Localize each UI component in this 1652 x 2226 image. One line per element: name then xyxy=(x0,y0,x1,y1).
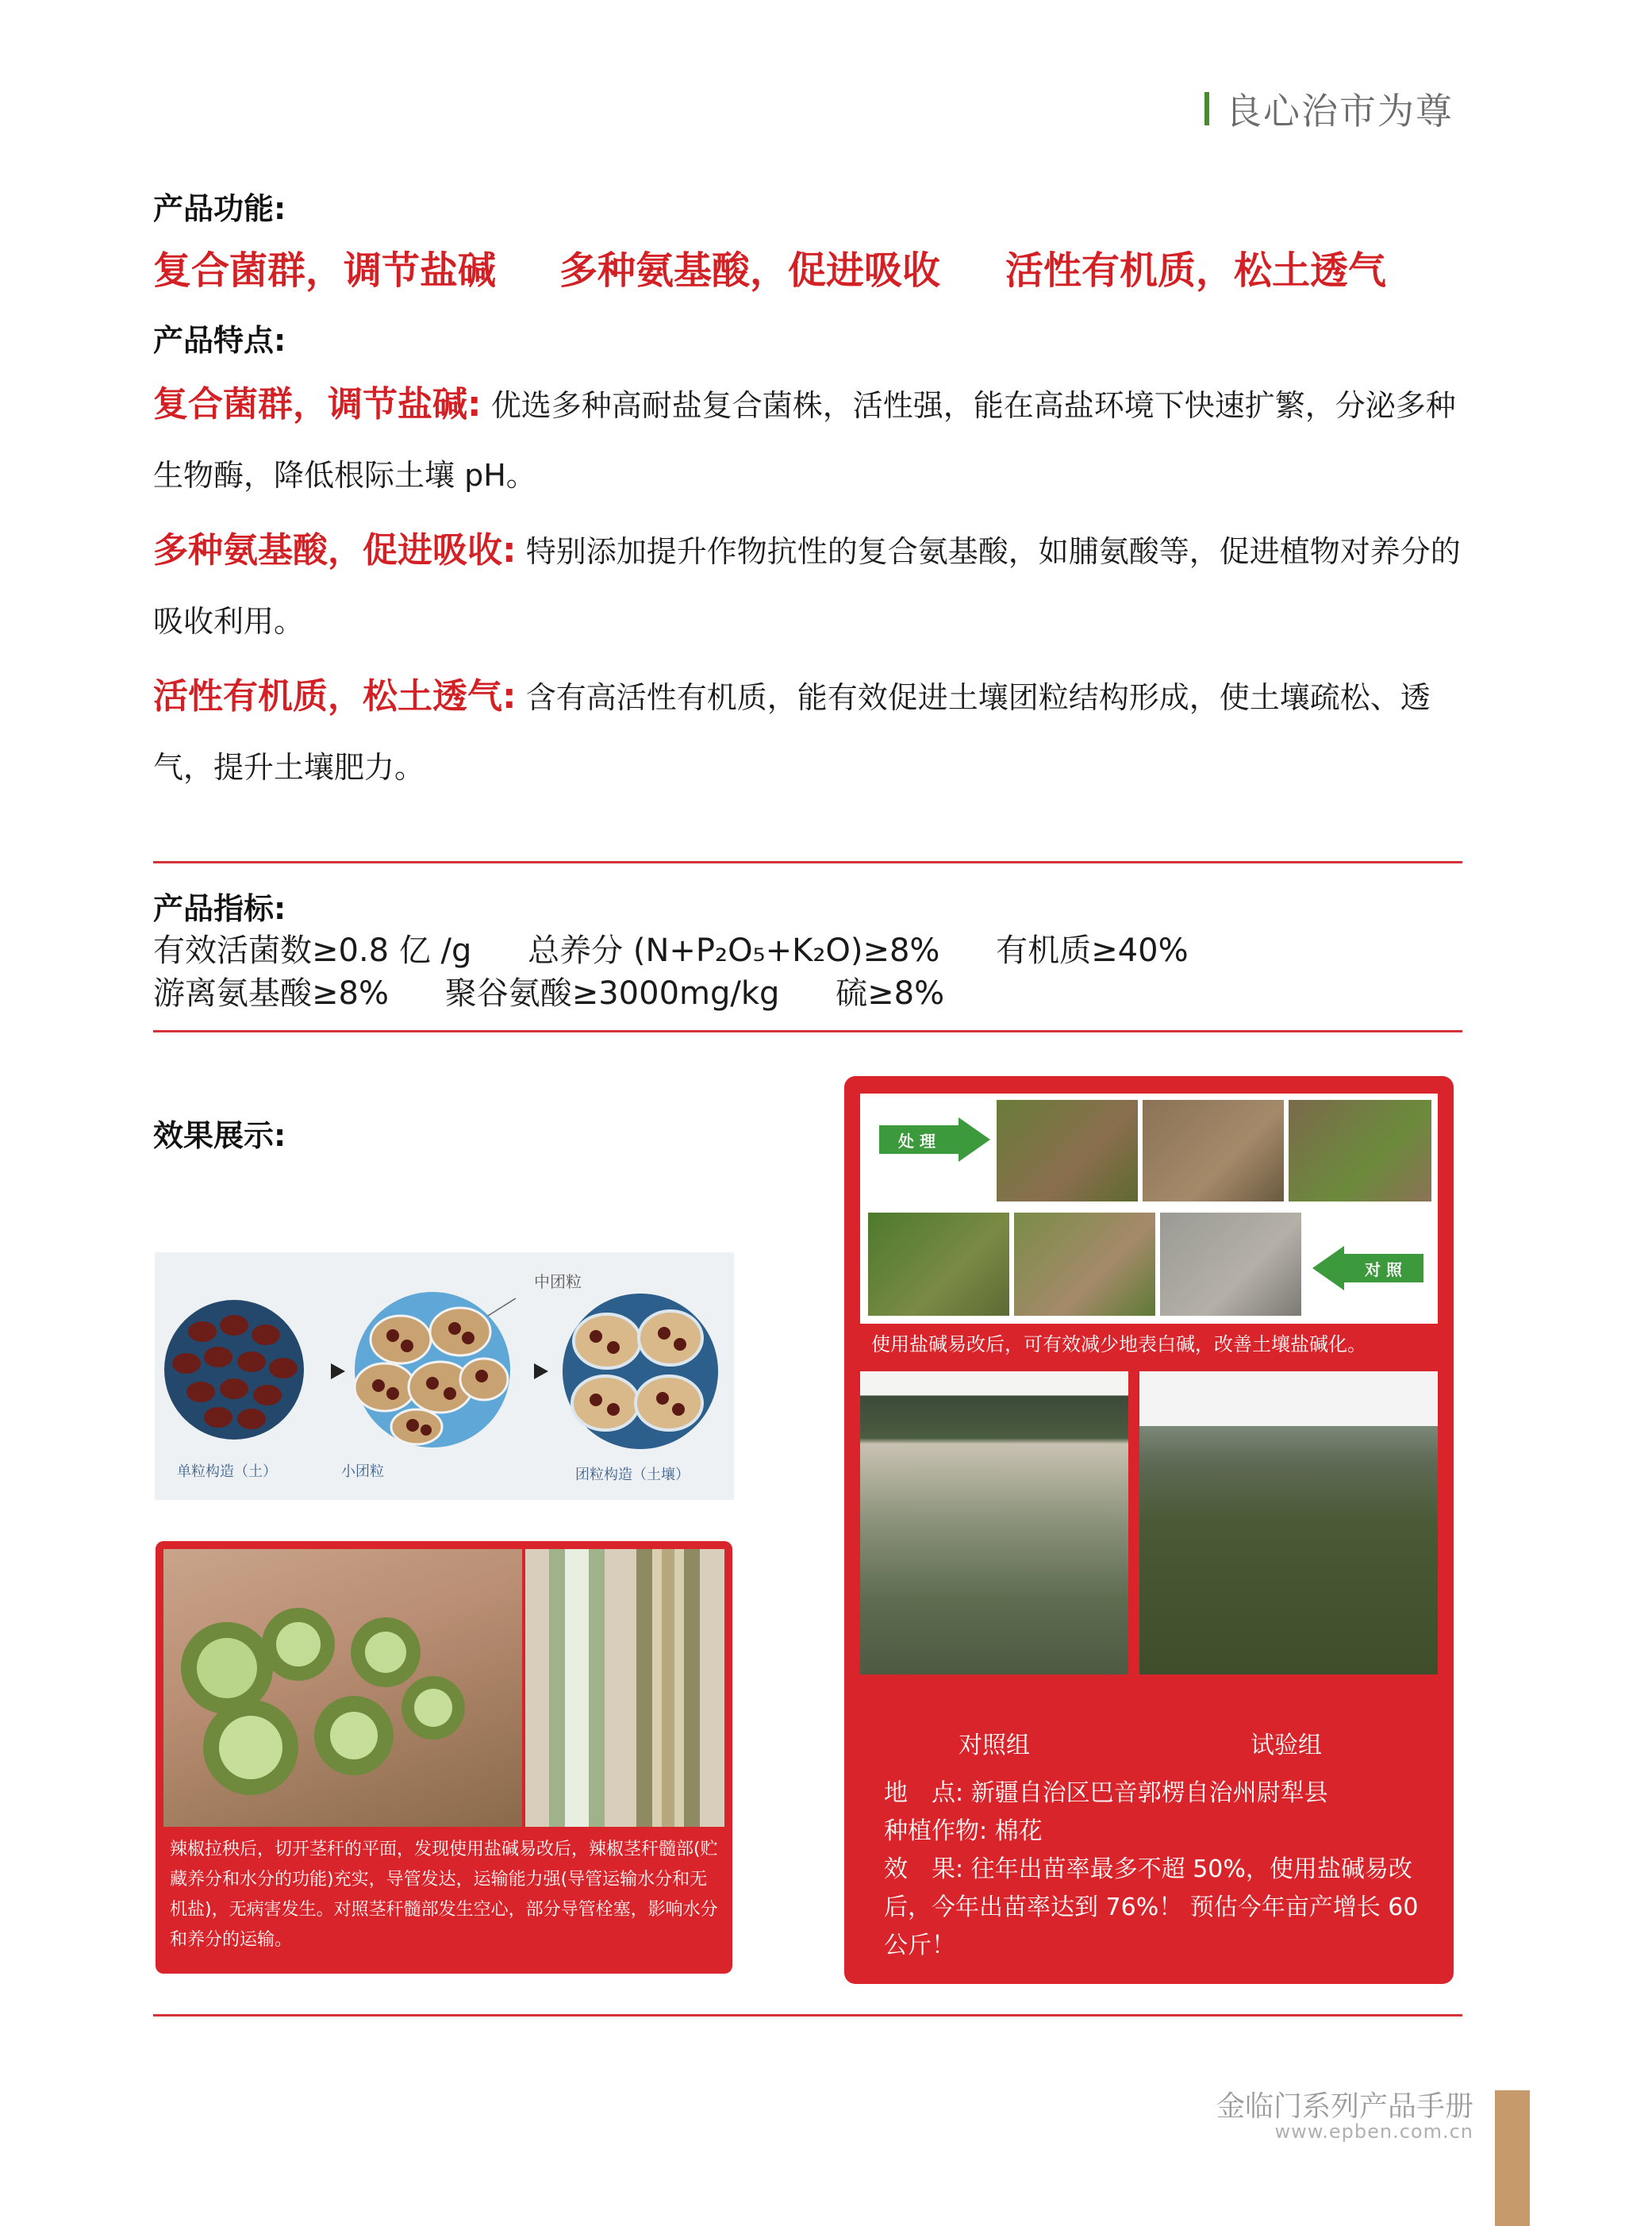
feature-item xyxy=(153,516,1470,656)
function-item: 多种氨基酸，促进吸收 xyxy=(559,248,941,293)
specs-line-2 xyxy=(153,968,990,1013)
effect-value: 往年出苗率最多不超 50%，使用盐碱易改后，今年出苗率达到 76%！ 预估今年亩产增长 60 公斤！ xyxy=(884,1855,1419,1959)
location-label: 地 点: xyxy=(884,1779,964,1807)
label-aggregate: 团粒构造（土壤） xyxy=(575,1467,690,1483)
location-row xyxy=(884,1774,1431,1813)
control-field-photo-2 xyxy=(1014,1213,1155,1316)
slogan-bar xyxy=(1204,92,1209,125)
functions-heading: 产品功能: xyxy=(153,191,286,226)
treat-label: 处 理 xyxy=(898,1132,935,1151)
spec-value: 游离氨基酸≥8% xyxy=(153,975,389,1012)
stem-longitudinal xyxy=(525,1549,724,1827)
crop-label: 种植作物: xyxy=(884,1817,988,1845)
label-small-aggregate: 小团粒 xyxy=(341,1463,384,1480)
control-group-photo xyxy=(860,1371,1128,1674)
feature-text: 含有高活性有机质，能有效促进土壤团粒结构形成，使土壤疏松、透气，提升土壤肥力。 xyxy=(153,680,1431,785)
location-value: 新疆自治区巴音郭楞自治州尉犁县 xyxy=(970,1779,1328,1807)
feature-item xyxy=(153,662,1470,802)
effect-label: 效 果: xyxy=(884,1855,964,1883)
spec-value: 有机质≥40% xyxy=(996,932,1189,969)
specs-line-1 xyxy=(153,925,1235,971)
trial-details xyxy=(884,1774,1431,1965)
pepper-stem-cross-section-photo xyxy=(163,1549,522,1827)
divider xyxy=(153,861,1462,863)
function-item: 复合菌群，调节盐碱 xyxy=(153,248,497,293)
effect-row xyxy=(884,1851,1431,1965)
feature-title: 复合菌群，调节盐碱: xyxy=(153,384,482,425)
control-arrow xyxy=(1312,1246,1423,1290)
feature-title: 多种氨基酸，促进吸收: xyxy=(153,530,517,571)
footer-url: www.epben.com.cn xyxy=(1274,2120,1473,2143)
feature-item xyxy=(153,370,1470,510)
stem-comparison-panel xyxy=(156,1541,732,1974)
effects-heading: 效果展示: xyxy=(153,1118,286,1153)
page-edge-tab xyxy=(1495,2090,1530,2226)
crop-value: 棉花 xyxy=(994,1817,1043,1845)
label-single-grain: 单粒构造（土） xyxy=(177,1463,277,1480)
treated-field-photo-2 xyxy=(1143,1100,1284,1201)
treatment-photo-grid xyxy=(860,1094,1438,1324)
treat-arrow xyxy=(879,1117,990,1162)
field-trial-panel xyxy=(844,1076,1454,1984)
spec-value: 总养分 (N+P₂O₅+K₂O)≥8% xyxy=(528,932,940,969)
soil-structure-diagram xyxy=(155,1252,734,1500)
feature-title: 活性有机质，松土透气: xyxy=(153,676,517,717)
arrow-icon xyxy=(331,1363,345,1379)
feature-text: 特别添加提升作物抗性的复合氨基酸，如脯氨酸等，促进植物对养分的吸收利用。 xyxy=(153,534,1461,639)
slogan-text: 良心治市为尊 xyxy=(1225,90,1454,133)
test-group-label: 试验组 xyxy=(1251,1732,1322,1759)
footer-title: 金临门系列产品手册 xyxy=(1216,2090,1473,2123)
specs-heading: 产品指标: xyxy=(153,891,286,926)
function-item: 活性有机质，松土透气 xyxy=(1005,248,1387,293)
stem-cross-sections xyxy=(163,1549,522,1827)
crop-row xyxy=(884,1813,1431,1851)
header-slogan xyxy=(1204,83,1454,135)
control-field-photo-3 xyxy=(1160,1213,1301,1316)
control-label: 对 照 xyxy=(1365,1260,1402,1279)
divider xyxy=(153,1030,1462,1032)
arrow-icon xyxy=(534,1363,548,1379)
treated-field-photo-3 xyxy=(1289,1100,1431,1201)
pepper-stem-longitudinal-photo xyxy=(525,1549,724,1827)
feature-text: 优选多种高耐盐复合菌株，活性强，能在高盐环境下快速扩繁，分泌多种生物酶，降低根际土壤 pH。 xyxy=(153,388,1456,493)
field-caption: 使用盐碱易改后，可有效减少地表白碱，改善土壤盐碱化。 xyxy=(871,1333,1366,1355)
spec-value: 有效活菌数≥0.8 亿 /g xyxy=(153,932,472,969)
spec-value: 聚谷氨酸≥3000mg/kg xyxy=(444,975,780,1012)
soil-diagram-svg xyxy=(155,1252,734,1500)
treated-field-photo-1 xyxy=(997,1100,1138,1201)
label-mid-aggregate: 中团粒 xyxy=(534,1272,582,1291)
features-heading: 产品特点: xyxy=(153,323,286,358)
test-group-photo xyxy=(1139,1371,1438,1674)
control-group-label: 对照组 xyxy=(959,1732,1030,1759)
stem-caption: 辣椒拉秧后，切开茎秆的平面，发现使用盐碱易改后，辣椒茎秆髓部(贮藏养分和水分的功能)充实，导管发达，运输能力强(导管运输水分和无机盐)，无病害发生。对照茎秆髓部发生空心，部分导管栓塞，影响水分和养分的运输。 xyxy=(170,1840,718,1950)
divider xyxy=(153,2014,1462,2016)
control-field-photo-1 xyxy=(868,1213,1009,1316)
spec-value: 硫≥8% xyxy=(836,975,945,1012)
